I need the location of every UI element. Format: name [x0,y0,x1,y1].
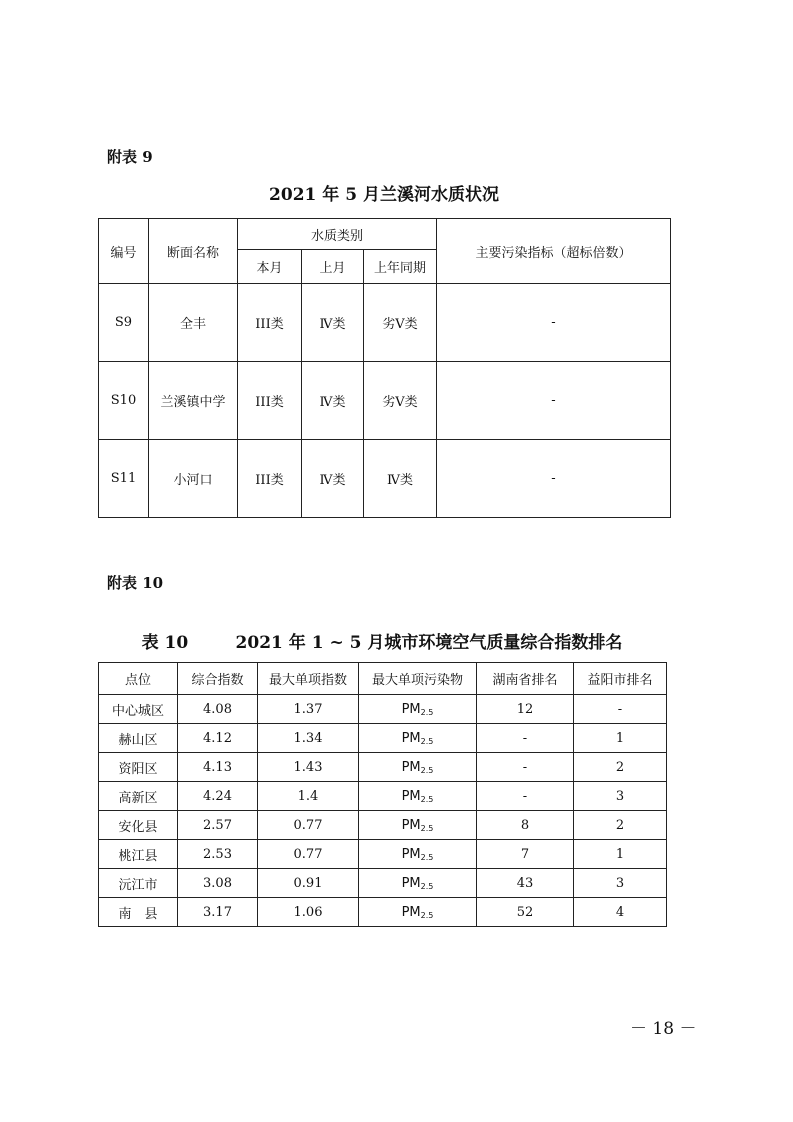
cell-province-rank: 7 [477,840,574,869]
page-number: － 18 － [630,1019,697,1039]
header-last-year: 上年同期 [364,250,437,284]
pollutant-subscript: 2.5 [420,823,434,833]
cell-code: S9 [99,284,149,362]
cell-pollutants: - [437,440,671,518]
header-site: 点位 [99,663,178,695]
cell-province-rank: - [477,753,574,782]
cell-max-pollutant [359,811,477,840]
air-quality-rows [99,695,667,927]
cell-last-year: Ⅳ类 [364,440,437,518]
cell-city-rank: - [574,695,667,724]
pollutant-name: PM [401,730,421,746]
cell-max-pollutant [359,724,477,753]
header-city-rank: 益阳市排名 [574,663,667,695]
cell-code: S11 [99,440,149,518]
pollutant-name: PM [401,846,421,862]
cell-site: 桃江县 [99,840,178,869]
header-this-month: 本月 [238,250,302,284]
header-code: 编号 [99,219,149,284]
cell-site: 中心城区 [99,695,178,724]
header-province-rank: 湖南省排名 [477,663,574,695]
cell-code: S10 [99,362,149,440]
cell-last-month: Ⅳ类 [302,284,364,362]
header-water-class: 水质类别 [238,219,437,250]
cell-composite-index: 2.57 [178,811,258,840]
table-row [99,362,671,440]
cell-composite-index: 2.53 [178,840,258,869]
cell-site: 南 县 [99,898,178,927]
cell-province-rank: - [477,782,574,811]
cell-max-pollutant [359,840,477,869]
cell-province-rank: 12 [477,695,574,724]
header-max-index: 最大单项指数 [258,663,359,695]
cell-site: 高新区 [99,782,178,811]
cell-max-index: 0.77 [258,840,359,869]
cell-max-pollutant [359,869,477,898]
cell-site: 安化县 [99,811,178,840]
cell-province-rank: 43 [477,869,574,898]
table-row [99,869,667,898]
cell-max-pollutant [359,898,477,927]
cell-max-index: 0.91 [258,869,359,898]
cell-site: 资阳区 [99,753,178,782]
cell-province-rank: - [477,724,574,753]
table-row [99,782,667,811]
cell-last-year: 劣Ⅴ类 [364,362,437,440]
cell-city-rank: 4 [574,898,667,927]
table-row [99,284,671,362]
pollutant-subscript: 2.5 [420,881,434,891]
pollutant-subscript: 2.5 [420,736,434,746]
table-row [99,753,667,782]
cell-site: 赫山区 [99,724,178,753]
cell-province-rank: 8 [477,811,574,840]
cell-pollutants: - [437,362,671,440]
cell-city-rank: 2 [574,753,667,782]
appendix-9-title: 2021 年 5 月兰溪河水质状况 [269,185,499,205]
cell-name: 兰溪镇中学 [149,362,238,440]
cell-city-rank: 1 [574,840,667,869]
cell-name: 全丰 [149,284,238,362]
pollutant-subscript: 2.5 [420,852,434,862]
cell-city-rank: 3 [574,782,667,811]
cell-this-month: III类 [238,362,302,440]
cell-site: 沅江市 [99,869,178,898]
pollutant-name: PM [401,701,421,717]
cell-province-rank: 52 [477,898,574,927]
cell-max-index: 1.37 [258,695,359,724]
table-row [99,695,667,724]
cell-city-rank: 3 [574,869,667,898]
header-section-name: 断面名称 [149,219,238,284]
cell-max-index: 1.06 [258,898,359,927]
cell-composite-index: 4.12 [178,724,258,753]
pollutant-subscript: 2.5 [420,910,434,920]
header-last-month: 上月 [302,250,364,284]
cell-city-rank: 2 [574,811,667,840]
table-row [99,724,667,753]
water-quality-table [98,218,671,518]
cell-max-index: 1.43 [258,753,359,782]
pollutant-subscript: 2.5 [420,765,434,775]
table-row [99,840,667,869]
cell-max-pollutant [359,753,477,782]
cell-last-month: Ⅳ类 [302,440,364,518]
cell-composite-index: 3.17 [178,898,258,927]
pollutant-name: PM [401,904,421,920]
cell-max-pollutant [359,695,477,724]
cell-composite-index: 4.08 [178,695,258,724]
cell-composite-index: 4.24 [178,782,258,811]
pollutant-name: PM [401,875,421,891]
cell-name: 小河口 [149,440,238,518]
pollutant-name: PM [401,788,421,804]
table-row [99,811,667,840]
pollutant-subscript: 2.5 [420,707,434,717]
cell-city-rank: 1 [574,724,667,753]
cell-last-month: Ⅳ类 [302,362,364,440]
cell-pollutants: - [437,284,671,362]
appendix-9-label: 附表 9 [107,148,153,166]
pollutant-name: PM [401,759,421,775]
header-pollutants: 主要污染指标（超标倍数） [437,219,671,284]
pollutant-name: PM [401,817,421,833]
header-composite-index: 综合指数 [178,663,258,695]
appendix-10-title: 表 10 2021 年 1 ~ 5 月城市环境空气质量综合指数排名 [141,633,623,653]
appendix-10-label: 附表 10 [107,574,164,592]
cell-max-pollutant [359,782,477,811]
cell-last-year: 劣Ⅴ类 [364,284,437,362]
cell-this-month: III类 [238,284,302,362]
cell-max-index: 1.4 [258,782,359,811]
air-quality-table [98,662,667,927]
header-max-pollutant: 最大单项污染物 [359,663,477,695]
table-row [99,440,671,518]
cell-composite-index: 4.13 [178,753,258,782]
cell-this-month: III类 [238,440,302,518]
pollutant-subscript: 2.5 [420,794,434,804]
cell-composite-index: 3.08 [178,869,258,898]
table-row [99,898,667,927]
cell-max-index: 0.77 [258,811,359,840]
cell-max-index: 1.34 [258,724,359,753]
